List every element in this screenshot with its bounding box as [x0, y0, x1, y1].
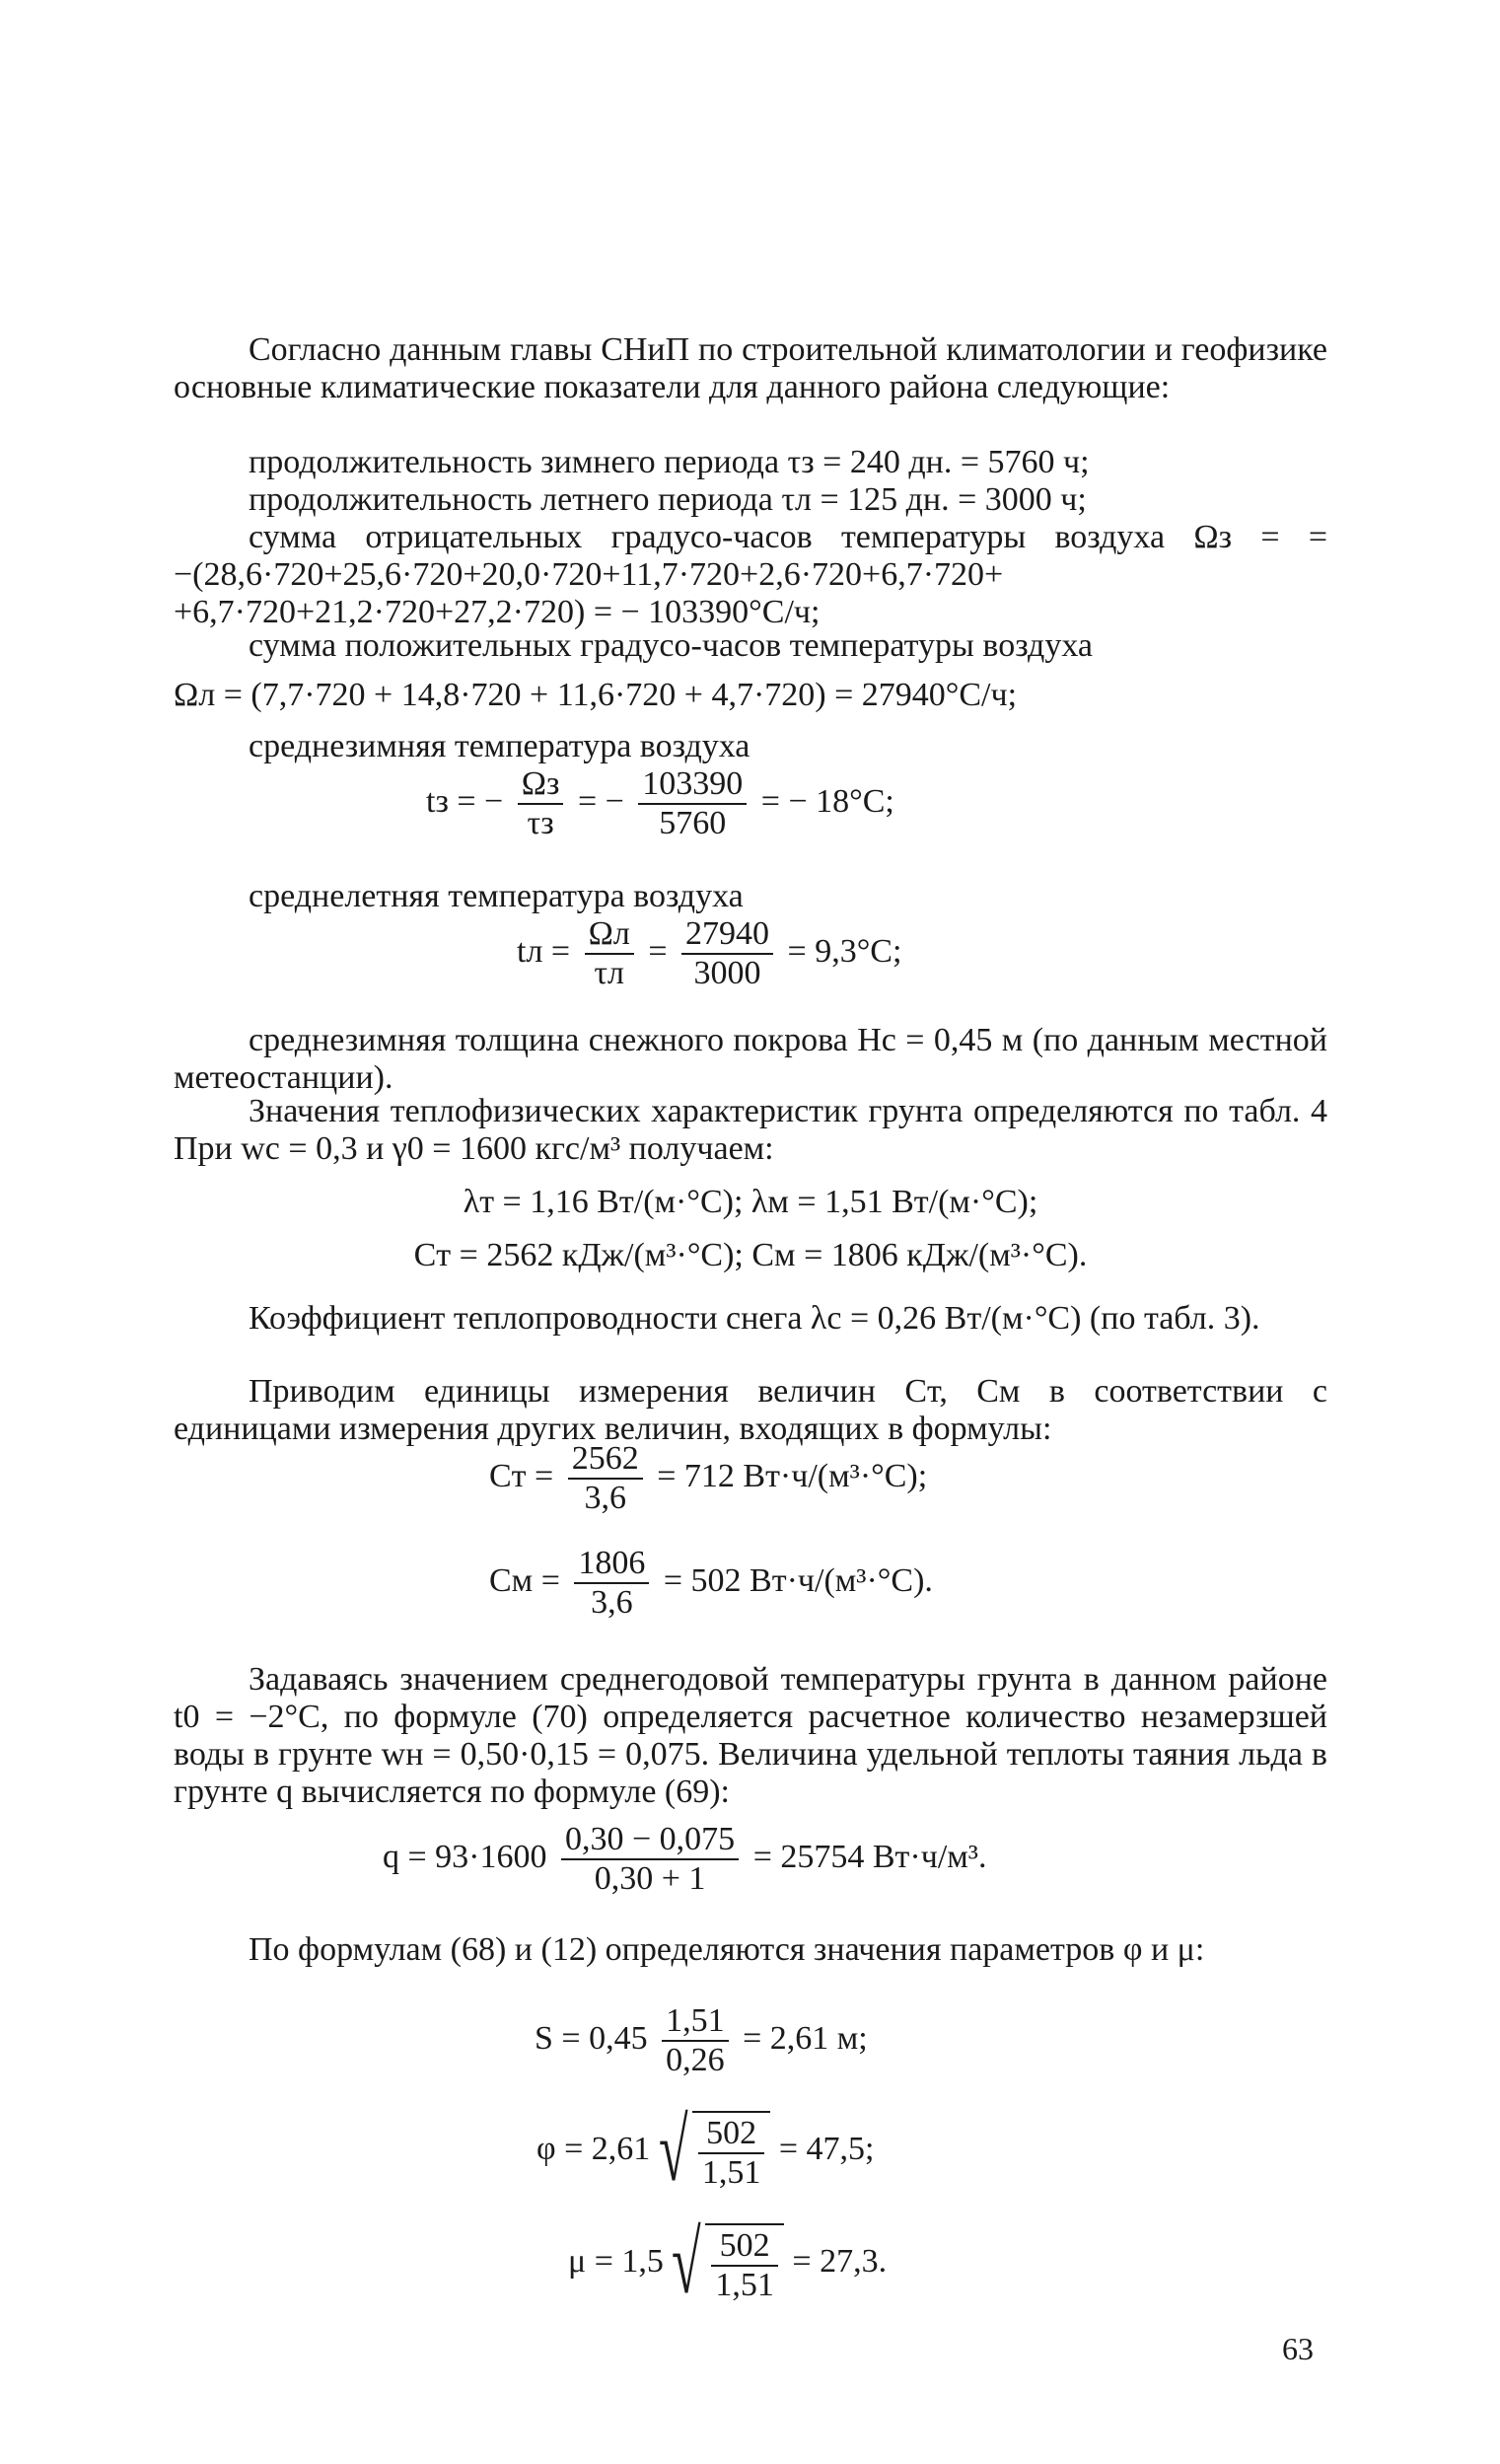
tl-f2-denominator: 3000 [681, 953, 773, 992]
phi-lhs: φ = 2,61 [536, 2130, 651, 2167]
cm-numerator: 1806 [578, 1545, 646, 1581]
phi-root [658, 2102, 771, 2200]
s-denominator: 0,26 [662, 2040, 729, 2079]
s-formula [535, 2002, 868, 2079]
mu-root [672, 2214, 784, 2312]
q-rhs: = 25754 Вт·ч/м³. [752, 1838, 987, 1875]
tz-fraction-1 [518, 765, 564, 842]
winter-mean-formula [426, 765, 894, 842]
ct-conversion-formula [489, 1440, 927, 1517]
summer-duration-line: продолжительность летнего периода τл = 125 дн. = 3000 ч; [249, 481, 1087, 518]
tl-mid: = [648, 932, 668, 970]
tz-mid: = − [577, 782, 624, 820]
snow-depth-paragraph: среднезимняя толщина снежного покрова Hс = 0,45 м (по данным местной метеостанции). [174, 1022, 1327, 1097]
summer-mean-formula [517, 915, 901, 992]
radical-sign-icon: √ [658, 2102, 688, 2200]
phi-denominator: 1,51 [698, 2152, 765, 2192]
mu-lhs: μ = 1,5 [568, 2242, 664, 2280]
heat-capacity-values-line: Cт = 2562 кДж/(м³·°С); Cм = 1806 кДж/(м³·°С). [413, 1237, 1088, 1273]
phi-formula [536, 2102, 875, 2200]
q-numerator: 0,30 − 0,075 [565, 1821, 736, 1857]
tz-lhs: tз = − [426, 782, 504, 820]
mu-numerator: 502 [719, 2227, 770, 2264]
s-lhs: S = 0,45 [535, 2019, 648, 2057]
ct-rhs: = 712 Вт·ч/(м³·°С); [657, 1457, 928, 1494]
tl-fraction-1 [585, 915, 634, 992]
lambda-values-line: λт = 1,16 Вт/(м·°С); λм = 1,51 Вт/(м·°С); [463, 1184, 1038, 1220]
ct-denominator: 3,6 [568, 1478, 643, 1517]
q-fraction [561, 1821, 739, 1898]
tl-f1-denominator: τл [585, 953, 634, 992]
ct-fraction [568, 1440, 643, 1517]
cm-lhs: Cм = [489, 1561, 560, 1599]
cm-fraction [574, 1545, 649, 1622]
tz-rhs: = − 18°С; [760, 782, 894, 820]
q-denominator: 0,30 + 1 [561, 1858, 739, 1898]
tl-f2-numerator: 27940 [685, 915, 770, 952]
q-formula [383, 1821, 986, 1898]
tz-f1-numerator: Ωз [521, 765, 560, 802]
phi-rhs: = 47,5; [778, 2130, 875, 2167]
s-numerator: 1,51 [666, 2002, 725, 2039]
winter-mean-label: среднезимняя температура воздуха [249, 728, 750, 764]
cm-conversion-formula [489, 1545, 933, 1622]
mu-rhs: = 27,3. [792, 2242, 888, 2280]
snow-conductivity-paragraph: Коэффициент теплопроводности снега λс = 0,26 Вт/(м·°С) (по табл. 3). [249, 1300, 1260, 1337]
unit-conversion-paragraph: Приводим единицы измерения величин Cт, Cм в соответствии с единицами измерения других величин, входящих в формулы: [174, 1373, 1327, 1448]
mu-denominator: 1,51 [711, 2265, 778, 2304]
thermal-properties-paragraph: Значения теплофизических характеристик грунта определяются по табл. 4 При wс = 0,3 и γ0 = 1600 кгс/м³ получаем: [174, 1093, 1327, 1168]
ct-lhs: Cт = [489, 1457, 554, 1494]
phi-numerator: 502 [706, 2115, 757, 2151]
negative-degree-hours-paragraph: сумма отрицательных градусо-часов температуры воздуха Ωз = = −(28,6·720+25,6·720+20,0·720+11,7·720+2,6·720+6,7·720+ +6,7·720+21,2·720+27,2·720) = − 103390°С/ч; [174, 519, 1327, 631]
tz-f1-denominator: τз [518, 803, 564, 842]
tz-f2-numerator: 103390 [642, 765, 744, 802]
phi-fraction [698, 2115, 765, 2192]
mu-formula [568, 2214, 888, 2312]
cm-rhs: = 502 Вт·ч/(м³·°С). [663, 1561, 933, 1599]
omega-l-formula: Ωл = (7,7·720 + 14,8·720 + 11,6·720 + 4,7·720) = 27940°С/ч; [174, 677, 1018, 713]
s-rhs: = 2,61 м; [743, 2019, 868, 2057]
tl-fraction-2 [681, 915, 773, 992]
s-fraction [662, 2002, 729, 2079]
tl-f1-numerator: Ωл [588, 915, 630, 952]
positive-degree-hours-label: сумма положительных градусо-часов температуры воздуха [249, 627, 1093, 664]
winter-duration-line: продолжительность зимнего периода τз = 240 дн. = 5760 ч; [249, 444, 1090, 480]
ct-numerator: 2562 [571, 1440, 639, 1477]
ground-temperature-paragraph: Задаваясь значением среднегодовой температуры грунта в данном районе t0 = −2°С, по формуле (70) определяется расчетное количество незамерзшей воды в грунте wн = 0,50·0,15 = 0,075. Величина удельной теплоты таяния льда в грунте q вычисляется по формуле (69): [174, 1661, 1327, 1811]
tl-rhs: = 9,3°С; [787, 932, 902, 970]
tz-f2-denominator: 5760 [638, 803, 747, 842]
cm-denominator: 3,6 [574, 1582, 649, 1622]
radical-sign-icon: √ [672, 2214, 702, 2312]
parameters-paragraph: По формулам (68) и (12) определяются значения параметров φ и μ: [249, 1931, 1205, 1968]
page-number: 63 [1282, 2331, 1314, 2366]
q-lhs: q = 93·1600 [383, 1838, 547, 1875]
intro-paragraph: Согласно данным главы СНиП по строительной климатологии и геофизике основные климатические показатели для данного района следующие: [174, 331, 1327, 406]
mu-fraction [711, 2227, 778, 2304]
tz-fraction-2 [638, 765, 747, 842]
tl-lhs: tл = [517, 932, 571, 970]
summer-mean-label: среднелетняя температура воздуха [249, 878, 744, 914]
